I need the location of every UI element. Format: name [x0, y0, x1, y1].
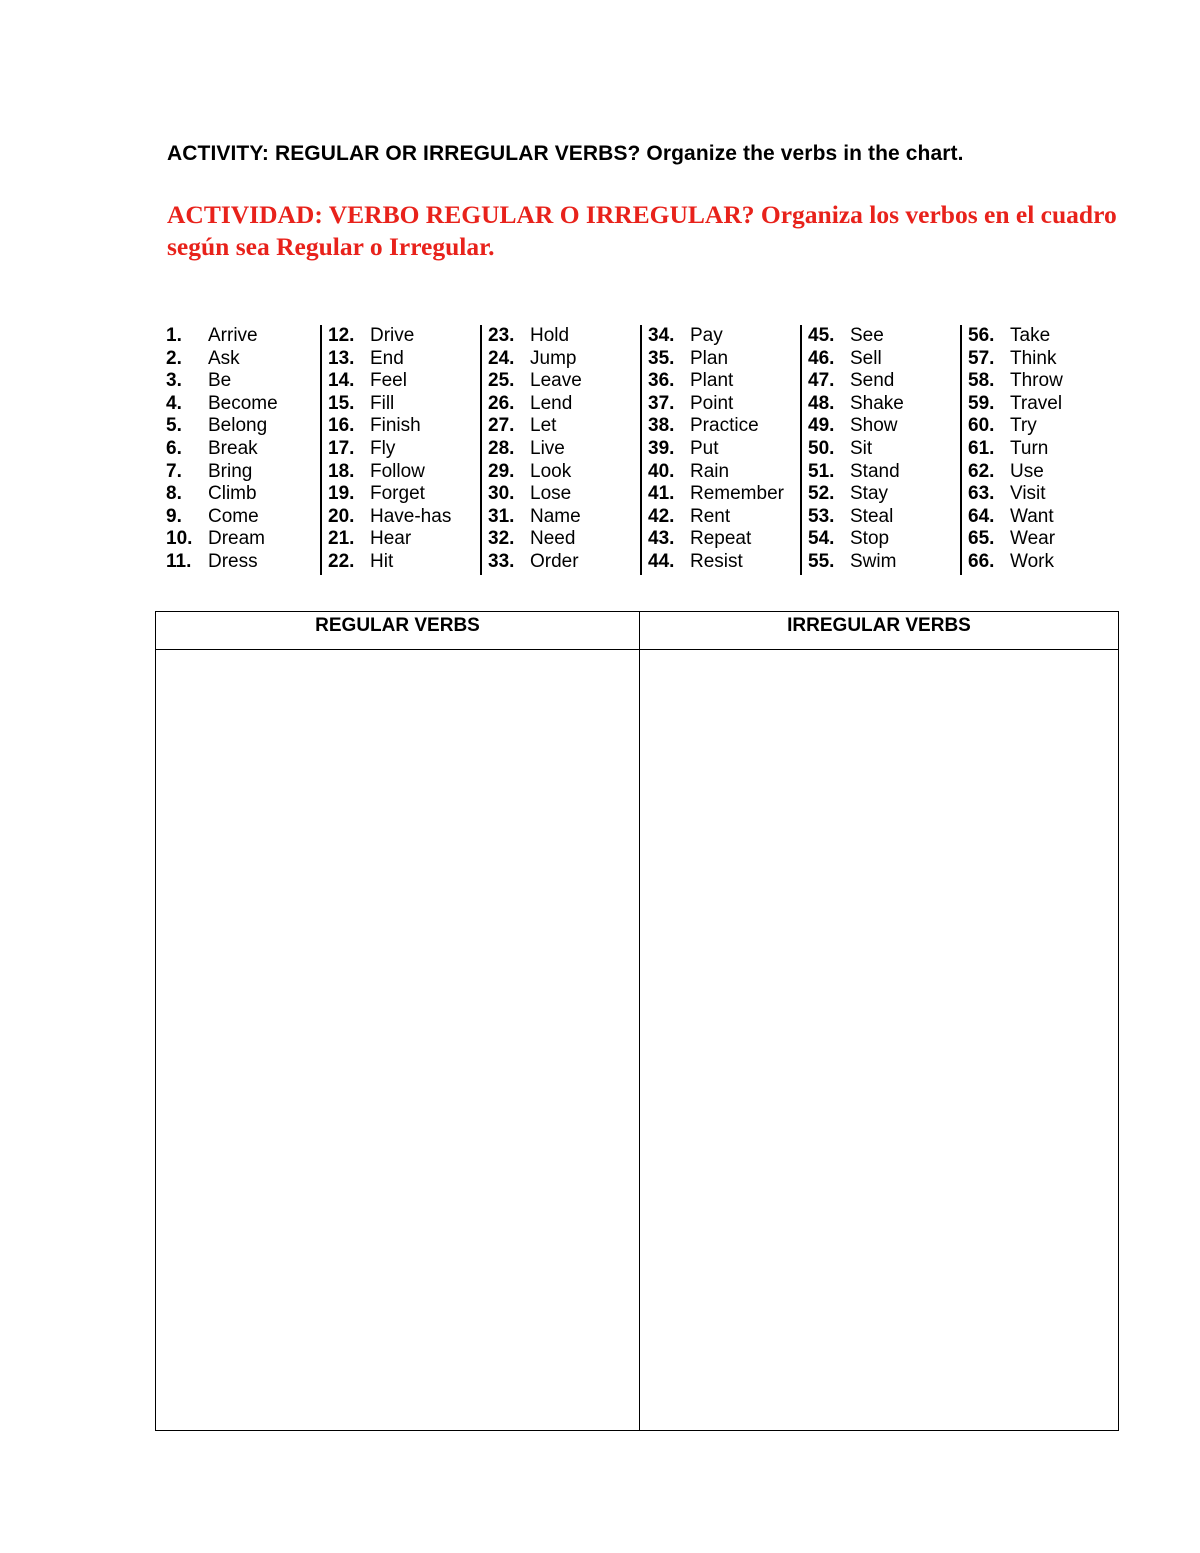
verb-word: Work	[1010, 550, 1054, 572]
verb-word: Stop	[850, 528, 890, 550]
verb-item	[166, 506, 324, 529]
verb-column-2	[320, 325, 486, 575]
verb-item	[808, 438, 966, 461]
verb-word: Plant	[690, 370, 734, 392]
verb-item	[328, 325, 486, 348]
verb-item	[648, 415, 806, 438]
irregular-verbs-header: IRREGULAR VERBS	[787, 615, 971, 636]
verb-column-5	[800, 325, 966, 575]
verb-word: Look	[530, 460, 572, 482]
verb-word: Live	[530, 437, 565, 459]
verb-word: Remember	[690, 483, 784, 505]
verb-word: Order	[530, 550, 579, 572]
verb-word: Lose	[530, 483, 572, 505]
verb-word: Fly	[370, 437, 396, 459]
verb-number: 18.	[328, 460, 355, 482]
verb-word: Have-has	[370, 505, 452, 527]
regular-verbs-cell[interactable]	[156, 651, 639, 1430]
verb-word: Hear	[370, 528, 412, 550]
verb-word: Put	[690, 437, 719, 459]
verb-number: 48.	[808, 392, 835, 414]
verb-item	[648, 551, 806, 574]
verb-item	[968, 415, 1126, 438]
verb-word: Plan	[690, 347, 729, 369]
verb-number: 1.	[166, 325, 182, 346]
verb-number: 29.	[488, 460, 515, 482]
activity-title-english: ACTIVITY: REGULAR OR IRREGULAR VERBS? Organize the verbs in the chart.	[167, 142, 964, 165]
verb-item	[648, 506, 806, 529]
verb-word: Need	[530, 528, 576, 550]
verb-item	[808, 370, 966, 393]
verb-word: Stay	[850, 483, 889, 505]
verb-item	[968, 348, 1126, 371]
verb-item	[968, 483, 1126, 506]
verb-word: Follow	[370, 460, 425, 482]
verb-number: 32.	[488, 528, 515, 550]
verb-item	[808, 551, 966, 574]
verb-word: Feel	[370, 370, 407, 392]
verb-number: 38.	[648, 415, 675, 437]
verb-word: See	[850, 325, 884, 346]
verb-item	[808, 348, 966, 371]
verb-number: 53.	[808, 505, 835, 527]
verb-word: Send	[850, 370, 895, 392]
verb-number: 31.	[488, 505, 515, 527]
verb-number: 55.	[808, 550, 835, 572]
verb-number: 54.	[808, 528, 835, 550]
verb-word: Want	[1010, 505, 1054, 527]
verb-item	[648, 325, 806, 348]
verb-item	[808, 528, 966, 551]
verb-item	[488, 483, 646, 506]
verb-item	[328, 393, 486, 416]
verb-item	[328, 461, 486, 484]
verb-word: Rent	[690, 505, 731, 527]
verb-item	[488, 528, 646, 551]
verb-number: 45.	[808, 325, 835, 346]
verb-number: 5.	[166, 415, 182, 437]
verb-number: 65.	[968, 528, 995, 550]
verb-item	[328, 483, 486, 506]
verb-word: Hit	[370, 550, 394, 572]
verb-item	[166, 483, 324, 506]
verb-word: Climb	[208, 483, 257, 505]
chart-header-divider	[156, 649, 1118, 650]
verb-number: 23.	[488, 325, 515, 346]
verb-item	[166, 325, 324, 348]
verb-number: 24.	[488, 347, 515, 369]
verb-number: 57.	[968, 347, 995, 369]
verb-word: Pay	[690, 325, 723, 346]
verb-item	[488, 461, 646, 484]
verb-word: Practice	[690, 415, 759, 437]
verb-word: End	[370, 347, 404, 369]
verb-number: 20.	[328, 505, 355, 527]
verb-number: 34.	[648, 325, 675, 346]
verb-word: Arrive	[208, 325, 258, 346]
verb-number: 21.	[328, 528, 355, 550]
verb-number: 58.	[968, 370, 995, 392]
verb-number: 3.	[166, 370, 182, 392]
verb-list	[166, 325, 1086, 575]
verb-item	[648, 348, 806, 371]
verb-word: Bring	[208, 460, 253, 482]
verb-item	[648, 393, 806, 416]
verb-item	[648, 461, 806, 484]
verb-word: Visit	[1010, 483, 1046, 505]
verb-column-3	[480, 325, 646, 575]
verb-word: Resist	[690, 550, 743, 572]
verb-item	[648, 370, 806, 393]
verb-item	[968, 551, 1126, 574]
verb-item	[968, 370, 1126, 393]
verb-number: 59.	[968, 392, 995, 414]
verb-word: Dream	[208, 528, 266, 550]
verb-word: Dress	[208, 550, 258, 572]
verb-word: Take	[1010, 325, 1051, 346]
verb-item	[808, 415, 966, 438]
verb-number: 16.	[328, 415, 355, 437]
verb-word: Forget	[370, 483, 425, 505]
verb-word: Show	[850, 415, 898, 437]
verb-word: Belong	[208, 415, 268, 437]
verb-number: 37.	[648, 392, 675, 414]
verb-item	[648, 438, 806, 461]
verb-item	[968, 393, 1126, 416]
verb-number: 51.	[808, 460, 835, 482]
verb-number: 64.	[968, 505, 995, 527]
verb-item	[328, 415, 486, 438]
verb-number: 22.	[328, 550, 355, 572]
verb-word: Be	[208, 370, 232, 392]
regular-verbs-header: REGULAR VERBS	[315, 615, 480, 636]
verb-column-4	[640, 325, 806, 575]
verb-word: Sell	[850, 347, 882, 369]
verb-word: Steal	[850, 505, 894, 527]
verb-word: Shake	[850, 392, 904, 414]
verb-word: Sit	[850, 437, 873, 459]
verb-number: 13.	[328, 347, 355, 369]
activity-title-spanish: ACTIVIDAD: VERBO REGULAR O IRREGULAR? Organiza los verbos en el cuadro según sea Regular o Irregular.	[167, 200, 1117, 261]
verb-word: Break	[208, 437, 258, 459]
verb-item	[166, 348, 324, 371]
verb-number: 33.	[488, 550, 515, 572]
verb-item	[488, 415, 646, 438]
verb-word: Stand	[850, 460, 900, 482]
verb-number: 42.	[648, 505, 675, 527]
verb-number: 52.	[808, 483, 835, 505]
verb-word: Rain	[690, 460, 730, 482]
verb-number: 30.	[488, 483, 515, 505]
verb-classification-chart	[155, 611, 1119, 1431]
verb-word: Lend	[530, 392, 573, 414]
verb-number: 47.	[808, 370, 835, 392]
verb-number: 60.	[968, 415, 995, 437]
verb-item	[166, 415, 324, 438]
verb-word: Hold	[530, 325, 570, 346]
verb-item	[166, 528, 324, 551]
verb-number: 63.	[968, 483, 995, 505]
verb-word: Wear	[1010, 528, 1056, 550]
verb-item	[488, 370, 646, 393]
verb-number: 44.	[648, 550, 675, 572]
verb-number: 10.	[166, 528, 193, 550]
verb-item	[488, 551, 646, 574]
verb-word: Let	[530, 415, 557, 437]
verb-number: 27.	[488, 415, 515, 437]
verb-number: 40.	[648, 460, 675, 482]
verb-word: Ask	[208, 347, 240, 369]
verb-column-6	[960, 325, 1126, 575]
verb-item	[808, 393, 966, 416]
verb-word: Swim	[850, 550, 897, 572]
verb-item	[648, 528, 806, 551]
verb-word: Throw	[1010, 370, 1063, 392]
verb-item	[488, 393, 646, 416]
verb-number: 43.	[648, 528, 675, 550]
verb-item	[166, 393, 324, 416]
verb-item	[488, 325, 646, 348]
verb-word: Drive	[370, 325, 415, 346]
verb-number: 46.	[808, 347, 835, 369]
verb-word: Repeat	[690, 528, 752, 550]
verb-item	[328, 551, 486, 574]
verb-number: 66.	[968, 550, 995, 572]
verb-item	[808, 461, 966, 484]
verb-word: Name	[530, 505, 581, 527]
verb-word: Come	[208, 505, 259, 527]
verb-item	[166, 438, 324, 461]
verb-number: 8.	[166, 483, 182, 505]
verb-number: 49.	[808, 415, 835, 437]
verb-number: 62.	[968, 460, 995, 482]
verb-item	[808, 506, 966, 529]
verb-number: 14.	[328, 370, 355, 392]
verb-item	[968, 438, 1126, 461]
verb-item	[328, 438, 486, 461]
verb-item	[166, 461, 324, 484]
verb-item	[968, 506, 1126, 529]
verb-item	[488, 348, 646, 371]
verb-item	[808, 325, 966, 348]
verb-column-1	[166, 325, 324, 574]
verb-item	[808, 483, 966, 506]
verb-number: 4.	[166, 392, 182, 414]
verb-word: Fill	[370, 392, 395, 414]
verb-number: 35.	[648, 347, 675, 369]
verb-word: Point	[690, 392, 734, 414]
verb-number: 12.	[328, 325, 355, 346]
verb-number: 25.	[488, 370, 515, 392]
verb-number: 11.	[166, 550, 192, 572]
verb-word: Use	[1010, 460, 1044, 482]
verb-word: Finish	[370, 415, 421, 437]
verb-word: Think	[1010, 347, 1057, 369]
verb-number: 2.	[166, 347, 182, 369]
verb-number: 61.	[968, 437, 995, 459]
verb-item	[968, 528, 1126, 551]
verb-item	[328, 348, 486, 371]
verb-item	[328, 506, 486, 529]
verb-word: Turn	[1010, 437, 1049, 459]
verb-number: 28.	[488, 437, 515, 459]
verb-word: Travel	[1010, 392, 1063, 414]
verb-word: Become	[208, 392, 278, 414]
verb-word: Leave	[530, 370, 582, 392]
verb-item	[328, 370, 486, 393]
verb-item	[488, 506, 646, 529]
verb-number: 6.	[166, 437, 182, 459]
verb-number: 17.	[328, 437, 355, 459]
verb-item	[166, 370, 324, 393]
verb-item	[328, 528, 486, 551]
verb-item	[648, 483, 806, 506]
verb-item	[968, 325, 1126, 348]
verb-item	[488, 438, 646, 461]
verb-number: 9.	[166, 505, 182, 527]
verb-number: 36.	[648, 370, 675, 392]
verb-number: 50.	[808, 437, 835, 459]
verb-number: 26.	[488, 392, 515, 414]
verb-item	[968, 461, 1126, 484]
verb-number: 15.	[328, 392, 355, 414]
irregular-verbs-cell[interactable]	[640, 651, 1118, 1430]
verb-number: 7.	[166, 460, 182, 482]
verb-number: 19.	[328, 483, 355, 505]
verb-number: 56.	[968, 325, 995, 346]
verb-word: Jump	[530, 347, 577, 369]
verb-item	[166, 551, 324, 574]
verb-number: 39.	[648, 437, 675, 459]
verb-number: 41.	[648, 483, 675, 505]
verb-word: Try	[1010, 415, 1037, 437]
